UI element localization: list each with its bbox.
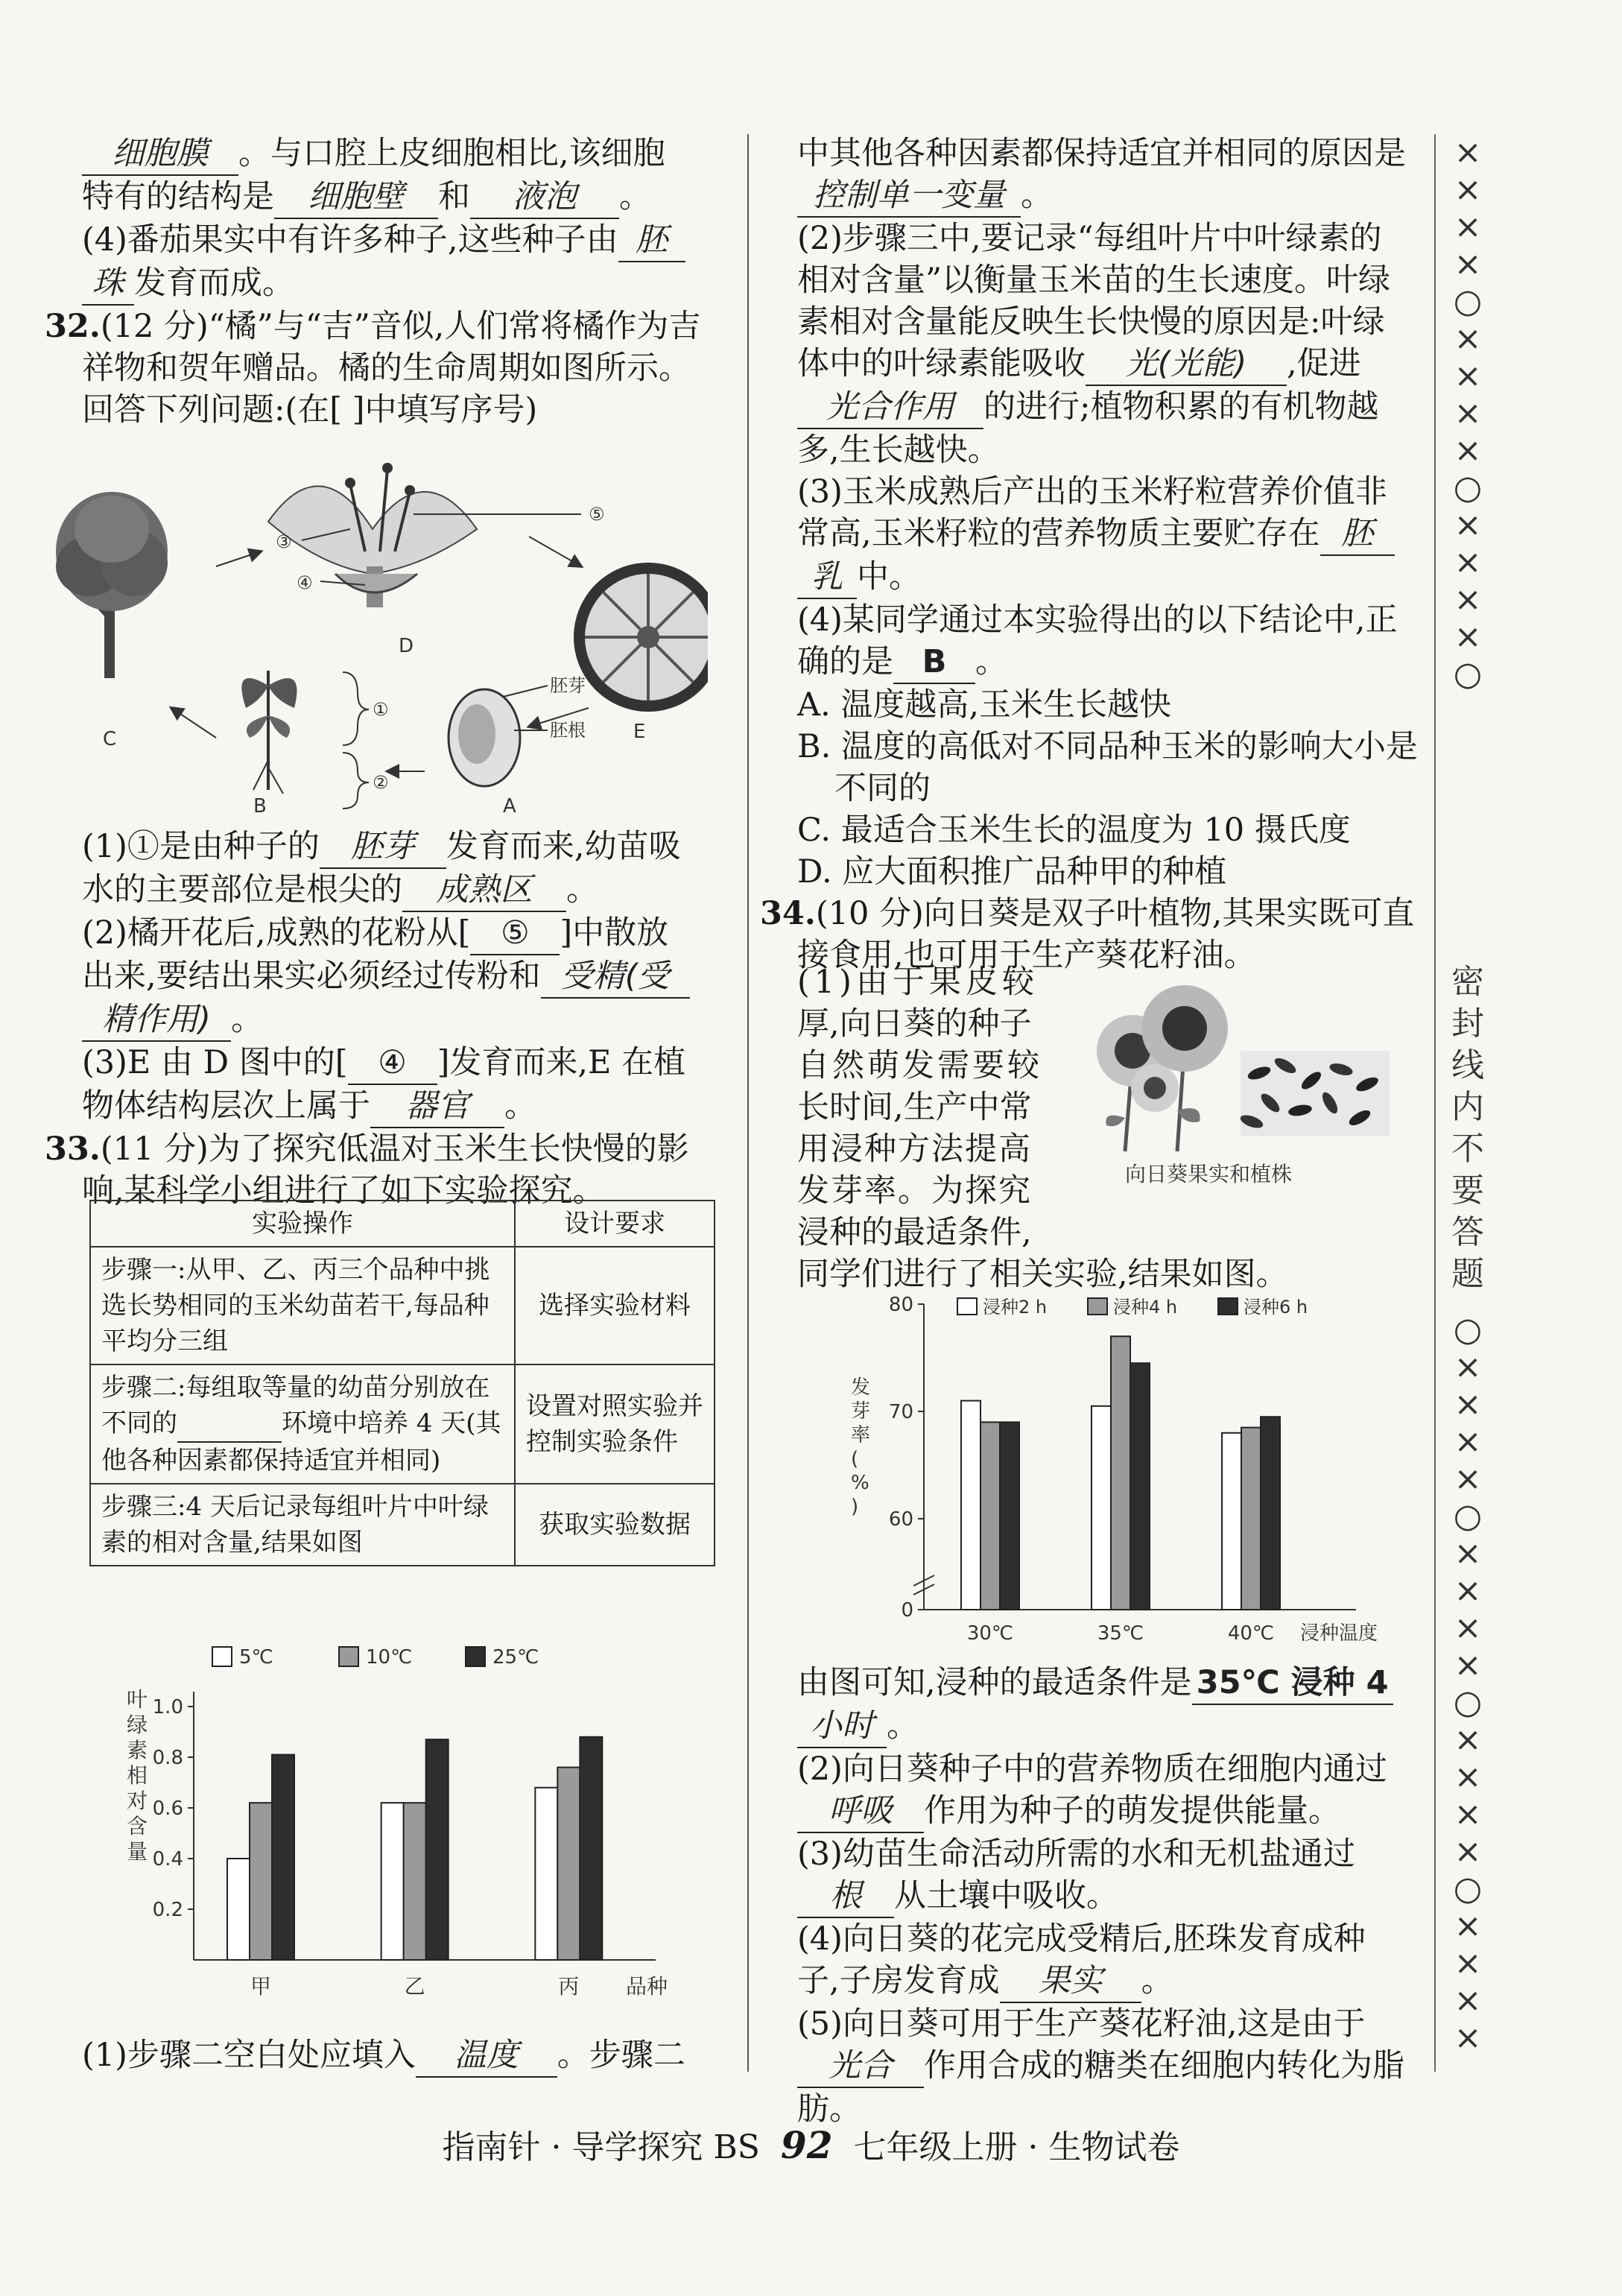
x-axis-label: 浸种温度 xyxy=(1300,1622,1378,1645)
seal-char: 题 xyxy=(1451,1255,1484,1293)
r-q3-l1: (3)玉米成熟后产出的玉米籽粒营养价值非 xyxy=(797,473,1387,510)
table-header-requirement: 设计要求 xyxy=(515,1201,715,1247)
bar xyxy=(1130,1363,1150,1610)
legend-label: 10℃ xyxy=(366,1646,413,1669)
y-tick-label: 0 xyxy=(901,1599,913,1622)
y-axis-label-char: 芽 xyxy=(851,1400,871,1423)
q32-number: 32. xyxy=(45,308,101,345)
seal-char: 不 xyxy=(1451,1130,1484,1168)
q34-3-line1: (3)幼苗生命活动所需的水和无机盐通过 xyxy=(797,1835,1355,1873)
bar xyxy=(1000,1422,1019,1610)
table-row xyxy=(90,1364,715,1484)
q34-1-line: 用浸种方法提高 xyxy=(797,1130,1032,1168)
arrow-b-to-c xyxy=(171,708,216,738)
table-blank xyxy=(177,1405,282,1443)
table-cell-step3: 步骤三:4 天后记录每组叶片中叶绿素的相对含量,结果如图 xyxy=(90,1484,515,1566)
table-row xyxy=(90,1247,715,1364)
q34-1-line: 自然萌发需要较 xyxy=(797,1047,1042,1084)
q34-line1: 34.(10 分)向日葵是双子叶植物,其果实既可直 xyxy=(760,895,1415,932)
left-bottom xyxy=(82,2034,730,2078)
y-tick-label: 0.2 xyxy=(152,1899,183,1921)
q34-1-line: 厚,向日葵的种子 xyxy=(797,1005,1032,1043)
bar xyxy=(227,1859,250,1960)
legend-swatch xyxy=(339,1647,358,1666)
y-axis-label-char: ( xyxy=(851,1448,859,1470)
label-e: E xyxy=(633,721,646,743)
legend-swatch xyxy=(1088,1298,1107,1315)
answer-endosperm-a: 胚 xyxy=(1320,513,1395,556)
q32-1-line1: (1)①是由种子的 胚芽 发育而来,幼苗吸 xyxy=(82,826,730,869)
answer-plumule: 胚芽 xyxy=(320,826,446,869)
right-lower xyxy=(797,1662,1431,2130)
q34-5-line2: 光合 作用合成的糖类在细胞内转化为脂肪。 xyxy=(797,2045,1431,2130)
label-n1: ① xyxy=(373,699,389,720)
answer-maturation-zone: 成熟区 xyxy=(402,869,566,912)
q33-number: 33. xyxy=(45,1130,101,1168)
answer-single-variable: 控制单一变量 xyxy=(797,174,1021,218)
table-header-row xyxy=(90,1201,715,1247)
cross-marks: × × × × ○ × × × × ○ × × × × ○ xyxy=(1453,133,1483,693)
answer-ovule-b: 珠 xyxy=(82,262,134,306)
y-tick-label: 0.8 xyxy=(152,1747,183,1769)
y-tick-label: 60 xyxy=(888,1508,913,1531)
left-line2: 特有的结构是 细胞壁 和 液泡 。 xyxy=(82,176,730,219)
option-b-cont: 不同的 xyxy=(834,770,931,807)
leader-peiya xyxy=(503,686,548,697)
seal-line xyxy=(1434,134,1436,2072)
germination-bar-chart xyxy=(834,1282,1416,1654)
answer-anther: ⑤ xyxy=(470,912,560,955)
r-q2-l5: 光合作用 的进行;植物积累的有机物越 xyxy=(797,386,1431,429)
answer-fertilization-b: 精作用) xyxy=(82,999,231,1042)
column-divider xyxy=(747,134,749,2072)
answer-fruit: 果实 xyxy=(1000,1960,1141,2003)
table-cell-step1: 步骤一:从甲、乙、丙三个品种中挑选长势相同的玉米幼苗若干,每品种平均分三组 xyxy=(90,1247,515,1364)
x-tick-label: 乙 xyxy=(404,1974,425,1999)
label-n5: ⑤ xyxy=(589,504,605,525)
cross-marks: ○ × × × × ○ × × × × ○ × × × × ○ × × × × xyxy=(1453,1311,1483,2057)
legend-swatch xyxy=(957,1298,977,1315)
option-b: B. 温度的高低对不同品种玉米的影响大小是 xyxy=(797,728,1418,765)
answer-ovule-a: 胚 xyxy=(618,219,685,262)
answer-option-b: B xyxy=(893,641,975,684)
answer-vacuole: 液泡 xyxy=(470,176,619,219)
y-axis-label-char: 叶 xyxy=(127,1687,148,1712)
y-tick-label: 70 xyxy=(888,1401,913,1423)
r-line2: 控制单一变量 。 xyxy=(797,174,1431,218)
left-q4: (4)番茄果实中有许多种子,这些种子由 胚 xyxy=(82,219,730,262)
option-d: D. 应大面积推广品种甲的种植 xyxy=(797,853,1227,891)
y-tick-label: 80 xyxy=(888,1294,913,1316)
answer-cell-wall: 细胞壁 xyxy=(274,176,438,219)
label-c: C xyxy=(103,728,117,750)
bar xyxy=(557,1768,580,1960)
answer-fertilization-a: 受精(受 xyxy=(541,955,690,999)
q33-line1: 33.(11 分)为了探究低温对玉米生长快慢的影 xyxy=(45,1130,689,1168)
x-tick-label: 30℃ xyxy=(966,1622,1014,1645)
q32-line1: 32.(12 分)“橘”与“吉”音似,人们常将橘作为吉 xyxy=(45,308,701,345)
bar xyxy=(1241,1428,1261,1610)
q32-3-line2: 物体结构层次上属于 器官 。 xyxy=(82,1085,730,1128)
label-peigen: 胚根 xyxy=(550,720,586,741)
sunflower-seeds-icon xyxy=(1239,1051,1390,1136)
table-cell-req1: 选择实验材料 xyxy=(515,1247,715,1364)
left-q4-line2: 珠 发育而成。 xyxy=(82,262,730,306)
legend-swatch xyxy=(1218,1298,1238,1315)
seal-char: 封 xyxy=(1451,1005,1484,1043)
bar xyxy=(381,1803,404,1960)
arrow-c-to-d xyxy=(216,551,261,566)
q32-line2: 祥物和贺年赠品。橘的生命周期如图所示。 xyxy=(82,350,691,387)
fruit-cross-section xyxy=(574,563,708,712)
left-column xyxy=(45,133,730,431)
r-q2-l3: 素相对含量能反映生长快慢的原因是:叶绿 xyxy=(797,303,1385,341)
q34-4-line1: (4)向日葵的花完成受精后,胚珠发育成种 xyxy=(797,1920,1366,1958)
q34-line2: 接食用,也可用于生产葵花籽油。 xyxy=(797,937,1256,974)
footer-subject: 七年级上册 · 生物试卷 xyxy=(853,2128,1180,2166)
x-axis-label: 品种 xyxy=(626,1974,668,1999)
y-axis-label-char: 率 xyxy=(851,1424,871,1446)
q33-line2: 响,某科学小组进行了如下实验探究。 xyxy=(82,1172,605,1209)
answer-organ: 器官 xyxy=(370,1085,504,1128)
q32-2-line1: (2)橘开花后,成熟的花粉从[ ⑤ ]中散放 xyxy=(82,912,730,955)
brace-1 xyxy=(343,672,369,745)
left-column-lower xyxy=(45,826,730,1212)
r-q2-l1: (2)步骤三中,要记录“每组叶片中叶绿素的 xyxy=(797,220,1382,257)
q34-1-last-line: 同学们进行了相关实验,结果如图。 xyxy=(797,1256,1288,1293)
q32-1-line2: 水的主要部位是根尖的 成熟区 。 xyxy=(82,869,730,912)
seed-illustration xyxy=(449,689,520,786)
r-line1: 中其他各种因素都保持适宜并相同的原因是 xyxy=(797,135,1406,172)
q34-3-line2: 根 从土壤中吸收。 xyxy=(797,1875,1431,1918)
x-tick-label: 35℃ xyxy=(1097,1622,1144,1645)
q34-1-line: 长时间,生产中常 xyxy=(797,1089,1032,1126)
brace-2 xyxy=(343,753,369,809)
label-peiya: 胚芽 xyxy=(550,675,586,696)
bar xyxy=(1111,1336,1130,1610)
bar xyxy=(961,1401,981,1610)
page-number: 92 xyxy=(780,2123,833,2167)
answer-root: 根 xyxy=(797,1875,894,1918)
legend-swatch xyxy=(212,1647,232,1666)
seal-char: 密 xyxy=(1451,963,1484,1001)
label-a: A xyxy=(503,795,516,812)
y-axis-label-char: 素 xyxy=(127,1738,148,1762)
q34-1-line: 发芽率。为探究 xyxy=(797,1172,1032,1209)
seal-char: 要 xyxy=(1451,1171,1484,1209)
y-axis-label-char: 对 xyxy=(127,1789,148,1813)
q34-1-line: (1)由于果皮较 xyxy=(797,964,1039,1001)
x-tick-label: 丙 xyxy=(558,1974,580,1999)
x-tick-label: 甲 xyxy=(250,1974,272,1999)
bar xyxy=(1092,1406,1111,1610)
label-n3: ③ xyxy=(276,531,292,552)
legend-swatch xyxy=(466,1647,485,1666)
r-q3-l3: 乳 中。 xyxy=(797,556,1431,599)
r-q4-l1: (4)某同学通过本实验得出的以下结论中,正 xyxy=(797,601,1398,639)
r-q2-l6: 多,生长越快。 xyxy=(797,431,1000,469)
q32-2-line2: 出来,要结出果实必须经过传粉和 受精(受 xyxy=(82,955,730,999)
legend-label: 5℃ xyxy=(239,1646,273,1669)
left-line1: 细胞膜 。与口腔上皮细胞相比,该细胞 xyxy=(82,133,730,176)
chlorophyll-bar-chart xyxy=(97,1639,693,2012)
q34-5-line1: (5)向日葵可用于生产葵花籽油,这是由于 xyxy=(797,2005,1366,2043)
answer-ovary: ④ xyxy=(348,1042,437,1085)
bar xyxy=(404,1803,426,1960)
page-footer xyxy=(0,2120,1622,2168)
y-axis-label-char: 含 xyxy=(127,1814,148,1838)
q34-number: 34. xyxy=(760,895,816,932)
table-row xyxy=(90,1484,715,1566)
bar xyxy=(580,1737,602,1960)
q34-2-line2: 呼吸 作用为种子的萌发提供能量。 xyxy=(797,1790,1431,1833)
q34-result-line1: 由图可知,浸种的最适条件是 35℃ 浸种 4 xyxy=(797,1662,1431,1705)
r-q2-l4: 体中的叶绿素能吸收 光(光能) ,促进 xyxy=(797,343,1431,386)
label-d: D xyxy=(399,635,414,657)
q32-line3: 回答下列问题:(在[ ]中填写序号) xyxy=(82,391,538,428)
q32-3-line1: (3)E 由 D 图中的[ ④ ]发育而来,E 在植 xyxy=(82,1042,730,1085)
bar xyxy=(535,1788,557,1960)
q34-2-line1: (2)向日葵种子中的营养物质在细胞内通过 xyxy=(797,1751,1387,1788)
bar xyxy=(1261,1417,1280,1610)
q34-result-line2: 小时 。 xyxy=(797,1705,1431,1748)
y-axis-label-char: 发 xyxy=(851,1376,871,1399)
answer-best-condition-a: 35℃ 浸种 4 xyxy=(1192,1662,1393,1705)
orange-lifecycle-figure xyxy=(37,440,708,812)
x-tick-label: 40℃ xyxy=(1227,1622,1275,1645)
sunflower-photo xyxy=(1073,969,1401,1192)
seal-strip-bottom xyxy=(1445,1312,1490,2057)
answer-light: 光(光能) xyxy=(1086,343,1287,386)
option-c: C. 最适合玉米生长的温度为 10 摄氏度 xyxy=(797,812,1351,849)
y-tick-label: 0.4 xyxy=(152,1848,183,1870)
q34-1-block xyxy=(797,961,1073,1253)
bar xyxy=(981,1422,1000,1610)
seal-char: 内 xyxy=(1451,1088,1484,1126)
r-q3-l2: 常高,玉米籽粒的营养物质主要贮存在 胚 xyxy=(797,513,1431,556)
y-axis-label-char: 绿 xyxy=(127,1712,148,1737)
answer-photosynthesis: 光合作用 xyxy=(797,386,983,429)
sunflower-plant-icon xyxy=(1097,985,1228,1151)
footer-brand: 指南针 · 导学探究 BS xyxy=(442,2128,760,2166)
answer-best-condition-b: 小时 xyxy=(797,1705,887,1748)
table-cell-req2: 设置对照实验并控制实验条件 xyxy=(515,1364,715,1484)
answer-endosperm-b: 乳 xyxy=(797,556,857,599)
label-b: B xyxy=(253,795,267,812)
table-cell-req3: 获取实验数据 xyxy=(515,1484,715,1566)
y-axis-label-char: ) xyxy=(851,1496,859,1518)
label-n2: ② xyxy=(373,772,389,793)
r-q2-l2: 相对含量”以衡量玉米苗的生长速度。叶绿 xyxy=(797,262,1390,299)
table-cell-step2: 步骤二:每组取等量的幼苗分别放在不同的 环境中培养 4 天(其他各种因素都保持适宜并相同) xyxy=(90,1364,515,1484)
arrow-d-to-e xyxy=(529,537,581,566)
y-tick-label: 0.6 xyxy=(152,1797,183,1820)
y-tick-label: 1.0 xyxy=(152,1696,183,1718)
q34-4-line2: 子,子房发育成 果实 。 xyxy=(797,1960,1431,2003)
photo-caption: 向日葵果实和植株 xyxy=(1125,1162,1293,1186)
answer-temperature: 温度 xyxy=(416,2034,557,2078)
tree-illustration xyxy=(56,492,168,678)
experiment-table xyxy=(89,1200,715,1566)
r-q4-l2: 确的是 B 。 xyxy=(797,641,1431,684)
bar xyxy=(1222,1433,1241,1610)
label-n4: ④ xyxy=(297,572,313,593)
bar xyxy=(426,1739,449,1960)
option-a: A. 温度越高,玉米生长越快 xyxy=(797,686,1172,724)
legend-label: 25℃ xyxy=(492,1646,539,1669)
bar xyxy=(272,1755,294,1960)
y-axis-label-char: 相 xyxy=(127,1763,148,1788)
table-header-operation: 实验操作 xyxy=(90,1201,515,1247)
answer-cell-membrane: 细胞膜 xyxy=(82,133,238,176)
seal-strip-text xyxy=(1445,961,1490,1295)
q32-2-line3: 精作用) 。 xyxy=(82,999,730,1042)
seedling-illustration xyxy=(241,671,297,794)
bar xyxy=(250,1803,272,1960)
seal-strip-top xyxy=(1445,134,1490,693)
legend-label: 浸种6 h xyxy=(1244,1297,1308,1318)
q33-1-line: (1)步骤二空白处应填入 温度 。步骤二 xyxy=(82,2034,730,2078)
right-column xyxy=(760,133,1431,976)
seal-char: 答 xyxy=(1451,1213,1484,1251)
y-axis-label-char: 量 xyxy=(127,1839,148,1864)
y-axis-label-char: % xyxy=(851,1472,869,1494)
legend-label: 浸种2 h xyxy=(983,1297,1048,1318)
answer-photosynthesis-2: 光合 xyxy=(797,2045,924,2088)
q34-1-line: 浸种的最适条件, xyxy=(797,1214,1032,1251)
seal-char: 线 xyxy=(1451,1046,1484,1084)
answer-respiration: 呼吸 xyxy=(797,1790,924,1833)
legend-label: 浸种4 h xyxy=(1113,1297,1178,1318)
